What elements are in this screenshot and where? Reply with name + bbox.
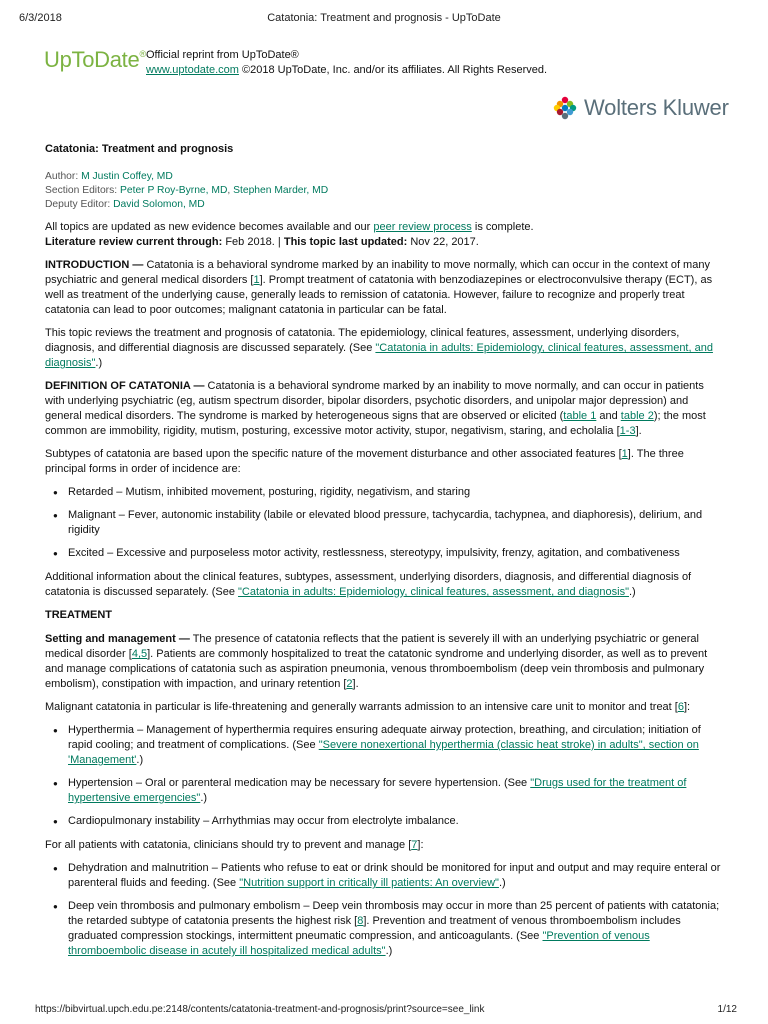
intro-paragraph: INTRODUCTION — Catatonia is a behavioral syndrome marked by an inability to move normally, which can occur in the context of many psychiatric and general medical disorders [1]. Prompt treatment of catatonia with benzodiazepines or electroconvulsive therapy (ECT), as well as treatment of the underlying cause, generally leads to remission of catatonia. However, failure to recognize and properly treat catatonia can lead to poor outcomes; malignant catatonia in particular can be fatal. bbox=[45, 259, 713, 316]
print-header bbox=[0, 12, 768, 26]
reprint-notice bbox=[146, 48, 547, 78]
topic-link[interactable]: "Catatonia in adults: Epidemiology, clinical features, assessment, and diagnosis" bbox=[238, 586, 629, 598]
update-notice: All topics are updated as new evidence becomes available and our peer review process is complete. Literature review current through: Feb 2018. | This topic last updated: Nov 22, 2017. bbox=[45, 221, 534, 248]
article-body bbox=[45, 142, 725, 968]
reprint-line-1: Official reprint from UpToDate® bbox=[146, 49, 299, 61]
reprint-line-2: www.uptodate.com ©2018 UpToDate, Inc. and/or its affiliates. All Rights Reserved. bbox=[146, 64, 548, 76]
setting-paragraph: Setting and management — The presence of catatonia reflects that the patient is severely ill with an underlying psychiatric or general medical disorder [4,5]. Patients are commonly hospitalized to treat the catatonic syndrome and underlying disorder, as well as to prevent and manage complications of catatonia such as aspiration pneumonia, venous thromboembolism (deep vein thrombosis and pulmonary embolism), constipation with impaction, and urinary retention [2]. bbox=[45, 633, 708, 690]
article-credits bbox=[45, 170, 725, 212]
wolters-kluwer-emblem-icon bbox=[552, 95, 578, 121]
definition-paragraph: DEFINITION OF CATATONIA — Catatonia is a behavioral syndrome marked by an inability to move normally, and can occur in patients with underlying psychiatric (eg, autism spectrum disorder, bipolar disorders, psychotic disorders, and unipolar major depression) and general medical disorders. The syndrome is marked by heterogeneous signs that are observed or elicited (table 1 and table 2); the most common are immobility, rigidity, mutism, posturing, excessive motor activity, stupor, negativism, staring, and echolalia [1-3]. bbox=[45, 380, 706, 437]
list-item: ● Hyperthermia – Management of hyperthermia requires ensuring adequate airway protection, breathing, and circulation; initiation of rapid cooling; and treatment of complications. (See "Severe nonexertional hyperthermia (classic heat stroke) in adults", section on 'Management'.) bbox=[68, 723, 725, 768]
uptodate-logo-text: UpToDate bbox=[44, 47, 140, 72]
section-editors-line: Section Editors: Peter P Roy-Byrne, MD, Stephen Marder, MD bbox=[45, 185, 329, 196]
additional-info-paragraph: Additional information about the clinical features, subtypes, assessment, underlying disorders, diagnosis, and differential diagnosis of catatonia is discussed separately. (See "Catatonia in adults: Epidemiology, clinical features, assessment, and diagnosis".) bbox=[45, 571, 692, 598]
subtypes-paragraph: Subtypes of catatonia are based upon the specific nature of the movement disturbance and other associated features [1]. The three principal forms in order of incidence are: bbox=[45, 448, 684, 475]
wolters-kluwer-logo bbox=[552, 93, 729, 123]
list-item: ● Deep vein thrombosis and pulmonary embolism – Deep vein thrombosis may occur in more than 25 percent of patients with catatonia; the retarded subtype of catatonia presents the highest risk [8]. Prevention and treatment of venous thromboembolism includes graduated compression stockings, intermittent pneumatic compression, and anticoagulants. (See "Prevention of venous thromboembolic disease in acutely ill hospitalized medical adults".) bbox=[68, 899, 725, 959]
reference-link[interactable]: 8 bbox=[357, 915, 364, 927]
reference-link[interactable]: 7 bbox=[411, 839, 418, 851]
reference-link[interactable]: 6 bbox=[677, 701, 684, 713]
table-1-link[interactable]: table 1 bbox=[563, 410, 597, 422]
reference-link[interactable]: 1-3 bbox=[619, 425, 636, 437]
wolters-kluwer-text: Wolters Kluwer bbox=[584, 95, 729, 120]
topic-link[interactable]: "Prevention of venous thromboembolic disease in acutely ill hospitalized medical adults" bbox=[68, 930, 650, 957]
topic-link[interactable]: "Severe nonexertional hyperthermia (classic heat stroke) in adults", section on 'Management' bbox=[68, 739, 699, 766]
topic-link[interactable]: "Nutrition support in critically ill patients: An overview" bbox=[239, 877, 499, 889]
scope-paragraph: This topic reviews the treatment and prognosis of catatonia. The epidemiology, clinical features, assessment, underlying disorders, diagnosis, and differential diagnosis are discussed separately. (See "Catatonia in adults: Epidemiology, clinical features, assessment, and diagnosis".) bbox=[45, 327, 713, 369]
uptodate-website-link[interactable]: www.uptodate.com bbox=[146, 64, 239, 76]
treatment-heading: TREATMENT bbox=[45, 609, 113, 621]
malignant-paragraph: Malignant catatonia in particular is life-threatening and generally warrants admission to an intensive care unit to monitor and treat [6]: bbox=[45, 701, 691, 713]
all-patients-paragraph: For all patients with catatonia, clinicians should try to prevent and manage [7]: bbox=[45, 839, 424, 851]
malignant-list bbox=[45, 723, 725, 829]
author-link[interactable]: M Justin Coffey, MD bbox=[81, 171, 173, 182]
subtypes-list bbox=[45, 485, 725, 561]
author-line: Author: M Justin Coffey, MD bbox=[45, 171, 173, 182]
deputy-editor-line: Deputy Editor: David Solomon, MD bbox=[45, 199, 205, 210]
reference-link[interactable]: 1 bbox=[253, 274, 260, 286]
reference-link[interactable]: 4,5 bbox=[131, 648, 148, 660]
all-patients-list bbox=[45, 861, 725, 959]
uptodate-logo[interactable] bbox=[44, 47, 146, 73]
list-item: ● Hypertension – Oral or parenteral medication may be necessary for severe hypertension. (See "Drugs used for the treatment of hypertensive emergencies".) bbox=[68, 776, 725, 806]
list-item: ● Malignant – Fever, autonomic instability (labile or elevated blood pressure, tachycardia, tachypnea, and diaphoresis), delirium, and rigidity bbox=[68, 508, 725, 538]
list-item: ● Cardiopulmonary instability – Arrhythmias may occur from electrolyte imbalance. bbox=[68, 814, 725, 829]
reference-link[interactable]: 2 bbox=[346, 678, 353, 690]
page-number: 1/12 bbox=[717, 1004, 737, 1015]
topic-link[interactable]: "Drugs used for the treatment of hypertensive emergencies" bbox=[68, 777, 687, 804]
uptodate-logo-mark: ® bbox=[139, 49, 146, 59]
intro-heading: INTRODUCTION — bbox=[45, 259, 144, 271]
deputy-editor-link[interactable]: David Solomon, MD bbox=[113, 199, 205, 210]
table-2-link[interactable]: table 2 bbox=[620, 410, 654, 422]
list-item: ● Excited – Excessive and purposeless motor activity, restlessness, stereotypy, impulsivity, frenzy, agitation, and combativeness bbox=[68, 546, 725, 561]
section-editor-link-2[interactable]: Stephen Marder, MD bbox=[233, 185, 329, 196]
print-title: Catatonia: Treatment and prognosis - UpToDate bbox=[267, 12, 501, 24]
list-item: ● Dehydration and malnutrition – Patients who refuse to eat or drink should be monitored for input and output and may require enteral or parenteral fluids and feeding. (See "Nutrition support in critically ill patients: An overview".) bbox=[68, 861, 725, 891]
list-item: ● Retarded – Mutism, inhibited movement, posturing, rigidity, negativism, and staring bbox=[68, 485, 725, 500]
reference-link[interactable]: 1 bbox=[621, 448, 628, 460]
print-date: 6/3/2018 bbox=[19, 12, 62, 24]
article-title: Catatonia: Treatment and prognosis bbox=[45, 143, 234, 155]
print-url: https://bibvirtual.upch.edu.pe:2148/contents/catatonia-treatment-and-prognosis/print?source=see_link bbox=[35, 1004, 485, 1015]
peer-review-link[interactable]: peer review process bbox=[373, 221, 472, 233]
setting-heading: Setting and management — bbox=[45, 633, 190, 645]
section-editor-link-1[interactable]: Peter P Roy-Byrne, MD bbox=[120, 185, 228, 196]
definition-heading: DEFINITION OF CATATONIA — bbox=[45, 380, 205, 392]
topic-link[interactable]: "Catatonia in adults: Epidemiology, clinical features, assessment, and diagnosis" bbox=[45, 342, 713, 369]
